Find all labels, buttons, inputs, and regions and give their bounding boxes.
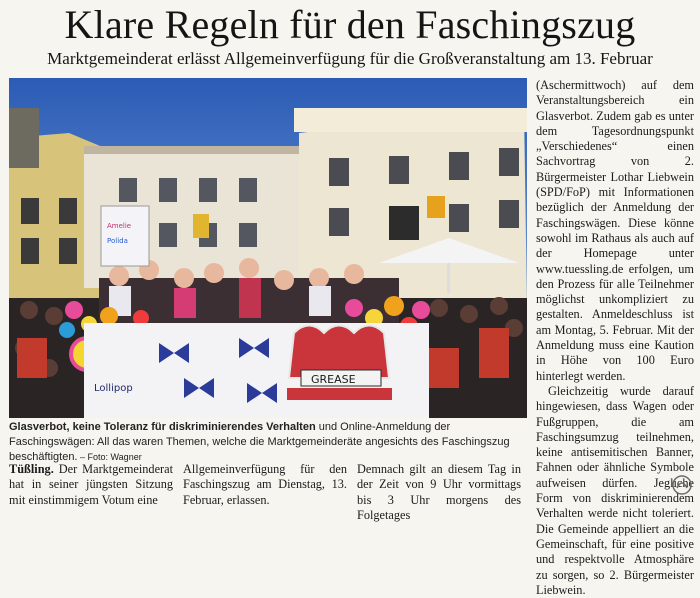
bottom-column-2: [183, 462, 347, 508]
article-photo: [9, 78, 527, 418]
bottom-text-3: Demnach gilt an diesem Tag in der Zeit von 9 Uhr vormittags bis 3 Uhr morgens des Folgetages: [357, 462, 521, 522]
bottom-column-1: [9, 462, 173, 508]
caption-bold: Glasverbot, keine Toleranz für diskriminierendes Verhalten: [9, 421, 316, 433]
svg-text:Lollipop: Lollipop: [94, 383, 133, 394]
bottom-text-2: Allgemeinverfügung für den Faschingszug am Dienstag, 13. Februar, erlassen.: [183, 462, 347, 507]
right-column: [536, 78, 694, 598]
svg-text:Amelie: Amelie: [107, 222, 132, 230]
caption-text: und Online-Anmeldung der Faschingswägen: All das waren Themen, welche die Marktgemeinderäte angesichts des Faschingszug beschäftigten.: [9, 421, 510, 463]
dateline: Tüßling.: [9, 462, 54, 476]
svg-text:Polida: Polida: [107, 237, 128, 245]
bottom-column-3: [357, 462, 521, 523]
svg-text:GREASE: GREASE: [311, 373, 356, 386]
photo-credit: – Foto: Wagner: [77, 452, 142, 462]
right-paragraph-2: Gleichzeitig wurde darauf hingewiesen, dass Wagen oder Fußgruppen, die am Faschingsumzug teilnehmen, keine antisemitischen Banner, Fahnen oder ähnliche Symbole aufweisen dürfen. Jegliche Form von diskriminierendem Verhalten werde nicht toleriert. Die Gemeinde appelliert an die Gemeinschaft, für eine positive und respektvolle Atmosphäre zu sorgen, so 2. Bürgermeister Liebwein.: [536, 383, 694, 597]
photo-caption: [9, 420, 529, 465]
author-logo-icon: [671, 474, 693, 496]
subheadline: Marktgemeinderat erlässt Allgemeinverfügung für die Großveranstaltung am 13. Februar: [47, 49, 653, 68]
right-paragraph-1: (Aschermittwoch) auf dem Veranstaltungsbereich ein Glasverbot. Zudem gab es unter dem Tagesordnungspunkt „Verschiedenes“ einen Sachvortrag von 2. Bürgermeister Lothar Liebwein (SPD/FoP) mit Informationen bezüglich der Anmeldung der Faschingswägen. Diese könne sowohl im Rathaus als auch auf der Homepage unter www.tuessling.de erfolgen, um den Prozess für alle Teilnehmer möglichst unkompliziert zu gestalten. Anmeldeschluss ist am Montag, 5. Februar. Mit der Anmeldung muss eine Kaution in Höhe von 100 Euro hinterlegt werden.: [536, 78, 694, 383]
bottom-text-1: Der Marktgemeinderat hat in seiner jüngsten Sitzung mit einstimmigem Votum eine: [9, 462, 173, 507]
headline: Klare Regeln für den Faschingszug: [64, 2, 636, 47]
